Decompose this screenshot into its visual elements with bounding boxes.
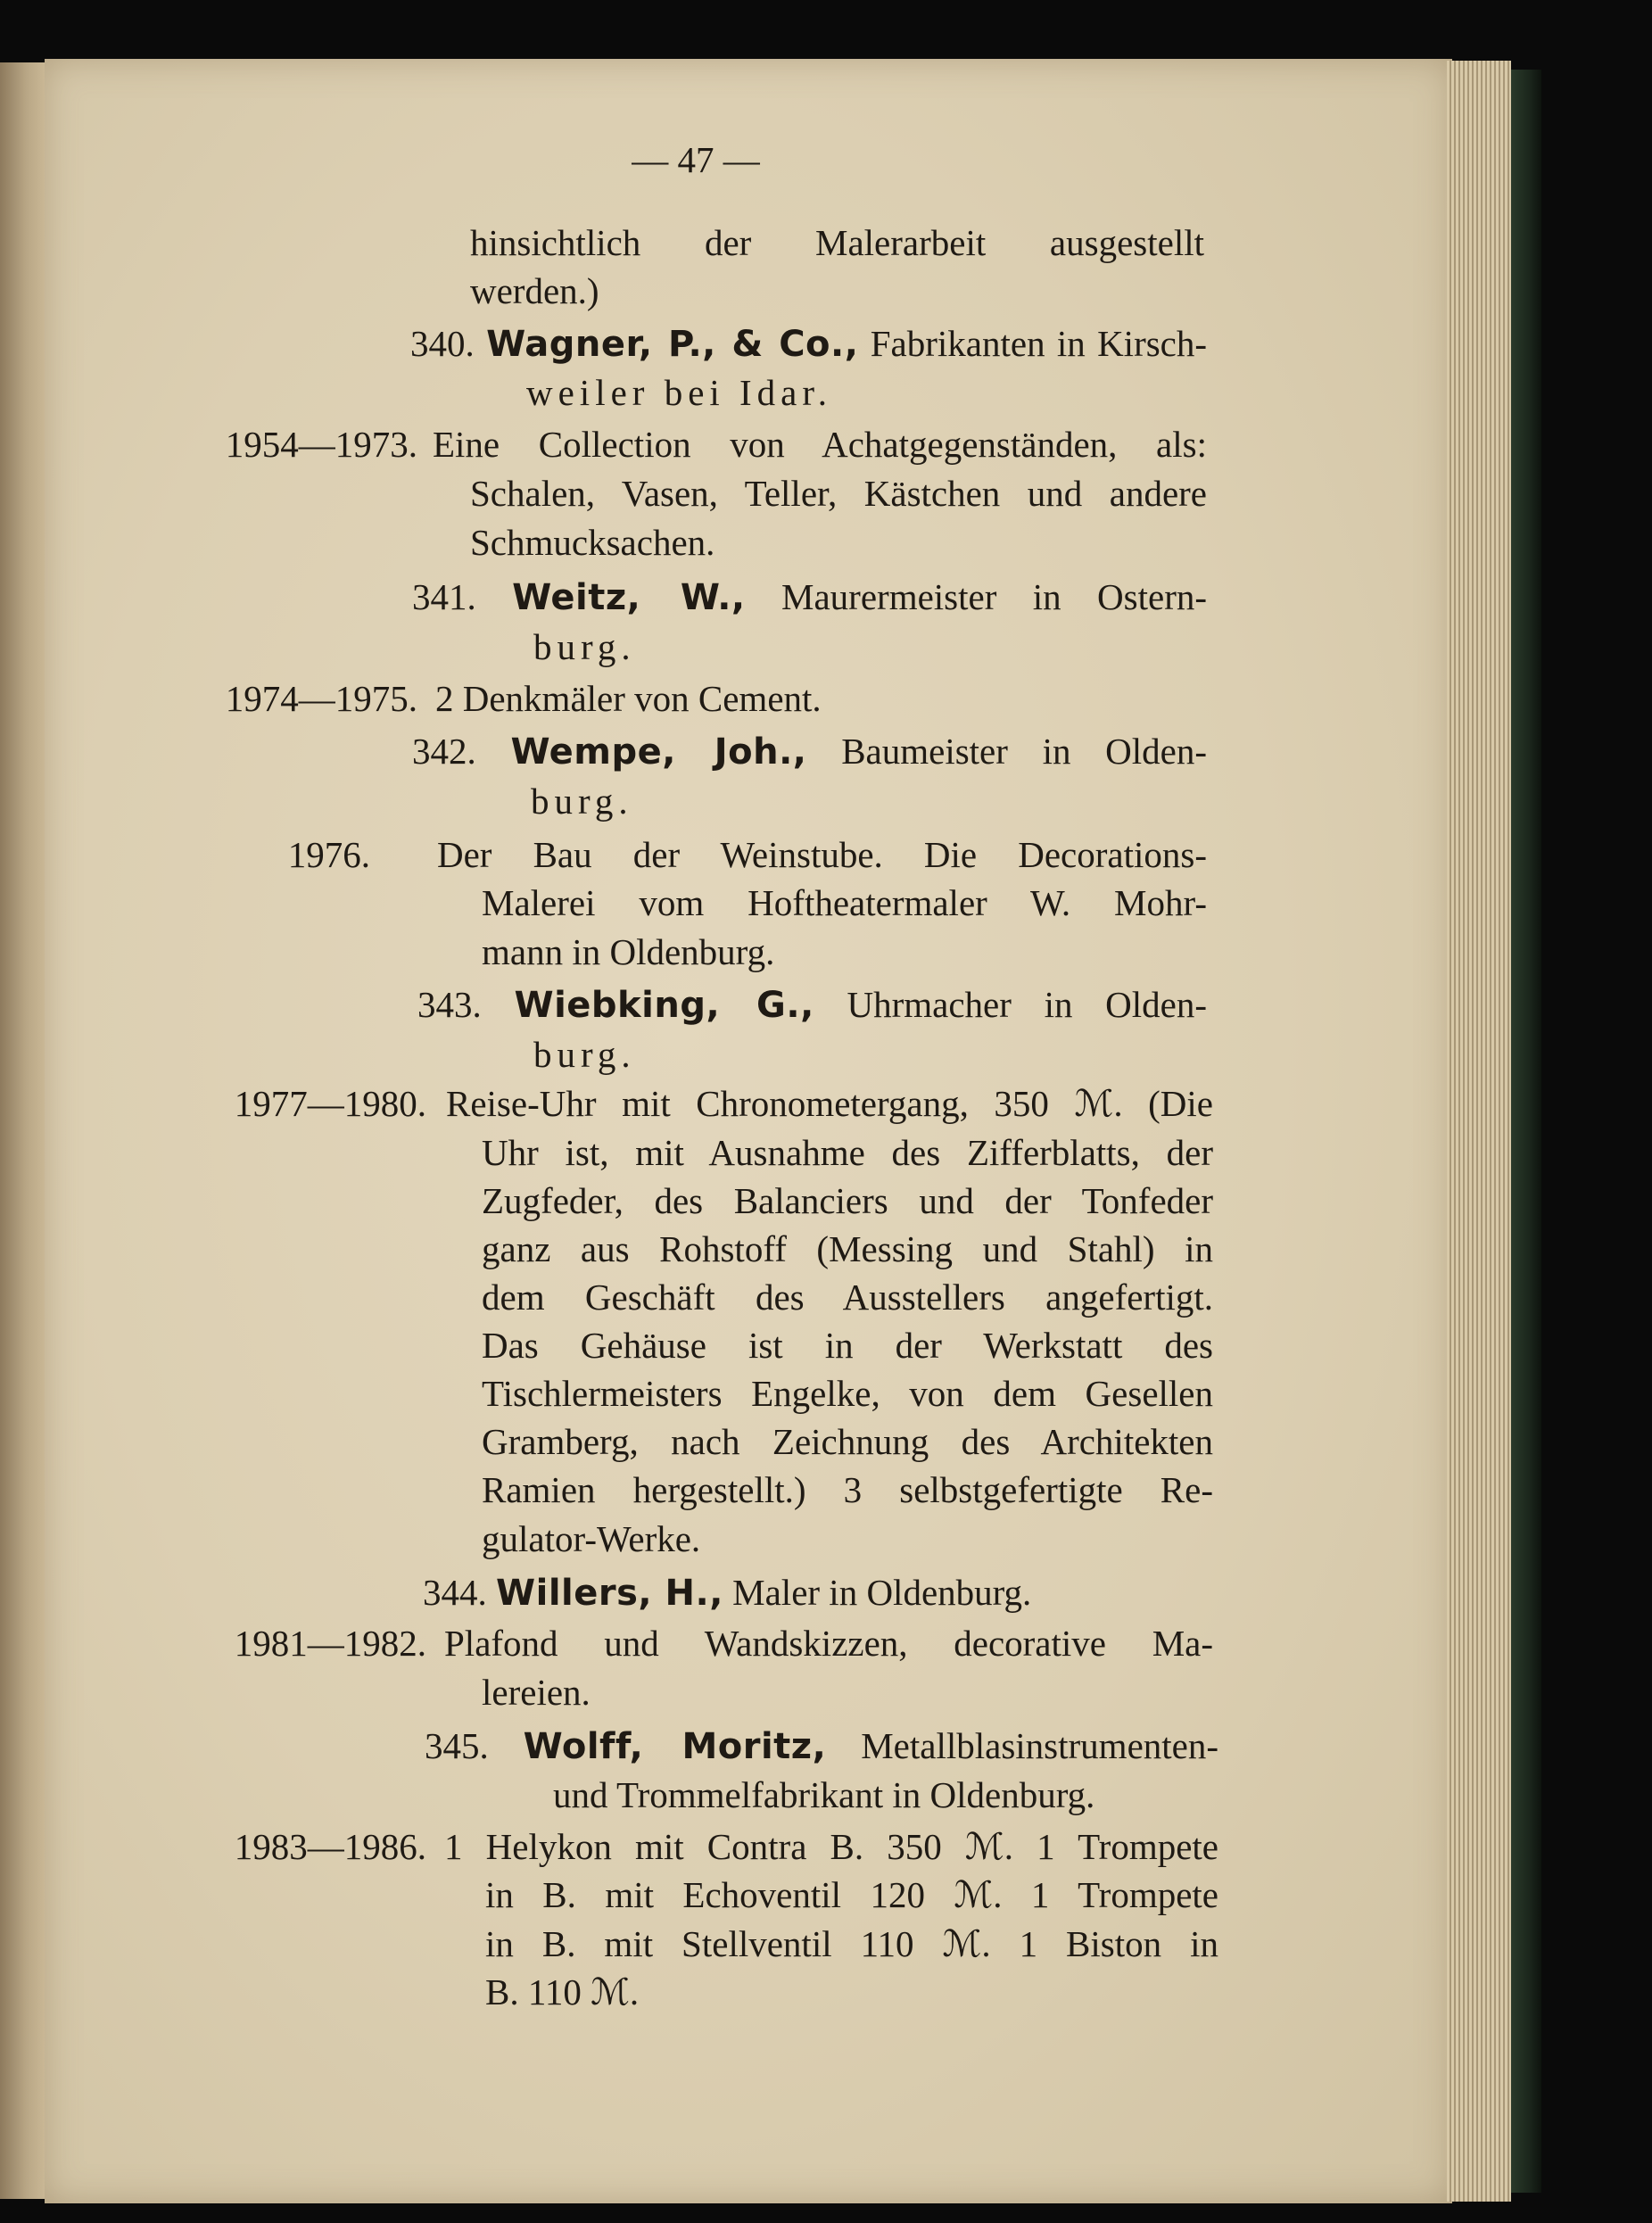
item-line: Plafond und Wandskizzen, decorative Ma- [444,1623,1213,1664]
item-range: 1981—1982. [234,1623,426,1664]
continuation-line [470,222,1204,263]
word: ausgestellt [1049,222,1204,263]
item-line: B. 110 ℳ. [485,1971,640,2012]
item-line: 1 Helykon mit Contra B. 350 ℳ. 1 Trompete [444,1826,1218,1867]
facing-page-edge [0,62,45,2199]
exhibitor-number: 342. [412,731,476,772]
item-line: Zugfeder, des Balanciers und der Tonfeder [482,1180,1213,1221]
item-line: Tischlermeisters Engelke, von dem Gesellen [482,1373,1213,1414]
item-line: ganz aus Rohstoff (Messing und Stahl) in [482,1228,1213,1269]
item-range: 1954—1973. [225,424,417,465]
exhibitor-name: Wolff, Moritz, [523,1726,827,1767]
item-line: lereien. [482,1672,591,1713]
exhibitor-heading [425,1725,1219,1767]
exhibitor-name: Willers, H., [496,1573,723,1614]
exhibitor-heading-cont: burg. [531,781,633,822]
item-line: Reise-Uhr mit Chronometergang, 350 ℳ. (Die [446,1083,1213,1124]
book-cover [1511,70,1541,2193]
exhibitor-description: Metallblasinstrumenten- [861,1725,1219,1766]
item-line: Eine Collection von Achatgegenständen, als: [433,424,1207,465]
exhibitor-heading-cont: burg. [533,1034,636,1075]
item-line: Gramberg, nach Zeichnung des Architekten [482,1421,1213,1462]
item-line: in B. mit Stellventil 110 ℳ. 1 Biston in [485,1923,1218,1964]
exhibitor-number: 341. [412,576,476,617]
word: hinsichtlich [470,222,641,263]
item-line: Uhr ist, mit Ausnahme des Zifferblatts, der [482,1132,1213,1173]
word: Malerarbeit [815,222,987,263]
exhibitor-heading [412,576,1208,618]
exhibitor-number: 344. [423,1572,487,1613]
exhibitor-name: Wempe, Joh., [510,731,807,773]
exhibitor-description: Uhrmacher in Olden- [847,984,1208,1025]
item-line: dem Geschäft des Ausstellers angefertigt. [482,1277,1213,1318]
word: der [704,222,752,263]
exhibitor-heading [410,323,1208,365]
item-range: 1974—1975. [225,678,417,719]
item-line: Malerei vom Hoftheatermaler W. Mohr- [482,882,1207,923]
item-line: 2 Denkmäler von Cement. [435,678,822,719]
exhibitor-number: 345. [425,1725,489,1766]
exhibitor-number: 343. [417,984,482,1025]
exhibitor-description: Maler in Oldenburg. [732,1572,1032,1613]
exhibitor-heading-cont: und Trommelfabrikant in Oldenburg. [553,1774,1095,1815]
item-line: mann in Oldenburg. [482,931,775,972]
exhibitor-number: 340. [410,323,475,364]
continuation-line: werden.) [470,270,599,311]
exhibitor-heading [412,731,1208,773]
exhibitor-description: Maurermeister in Ostern- [781,576,1208,617]
exhibitor-description: Fabrikanten in Kirsch- [870,323,1208,364]
exhibitor-name: Wagner, P., & Co., [486,324,859,365]
exhibitor-heading [423,1572,1032,1614]
item-range: 1977—1980. [234,1083,426,1124]
exhibitor-name: Wiebking, G., [514,985,814,1026]
page-edges [1447,61,1511,2202]
item-line: Schmucksachen. [470,522,715,563]
item-line: in B. mit Echoventil 120 ℳ. 1 Trompete [485,1874,1218,1915]
exhibitor-heading [417,984,1208,1026]
exhibitor-description: Baumeister in Olden- [841,731,1208,772]
page-number: — 47 — [632,139,760,180]
item-line: Das Gehäuse ist in der Werkstatt des [482,1325,1213,1366]
item-line: Der Bau der Weinstube. Die Decorations- [437,834,1207,875]
item-line: Schalen, Vasen, Teller, Kästchen und andere [470,473,1207,514]
item-range: 1983—1986. [234,1826,426,1867]
exhibitor-heading-cont: weiler bei Idar. [526,372,833,413]
exhibitor-heading-cont: burg. [533,626,636,667]
exhibitor-name: Weitz, W., [512,577,746,618]
item-range: 1976. [287,834,370,875]
item-line: Ramien hergestellt.) 3 selbstgefertigte Re- [482,1469,1213,1510]
item-line: gulator-Werke. [482,1518,701,1559]
